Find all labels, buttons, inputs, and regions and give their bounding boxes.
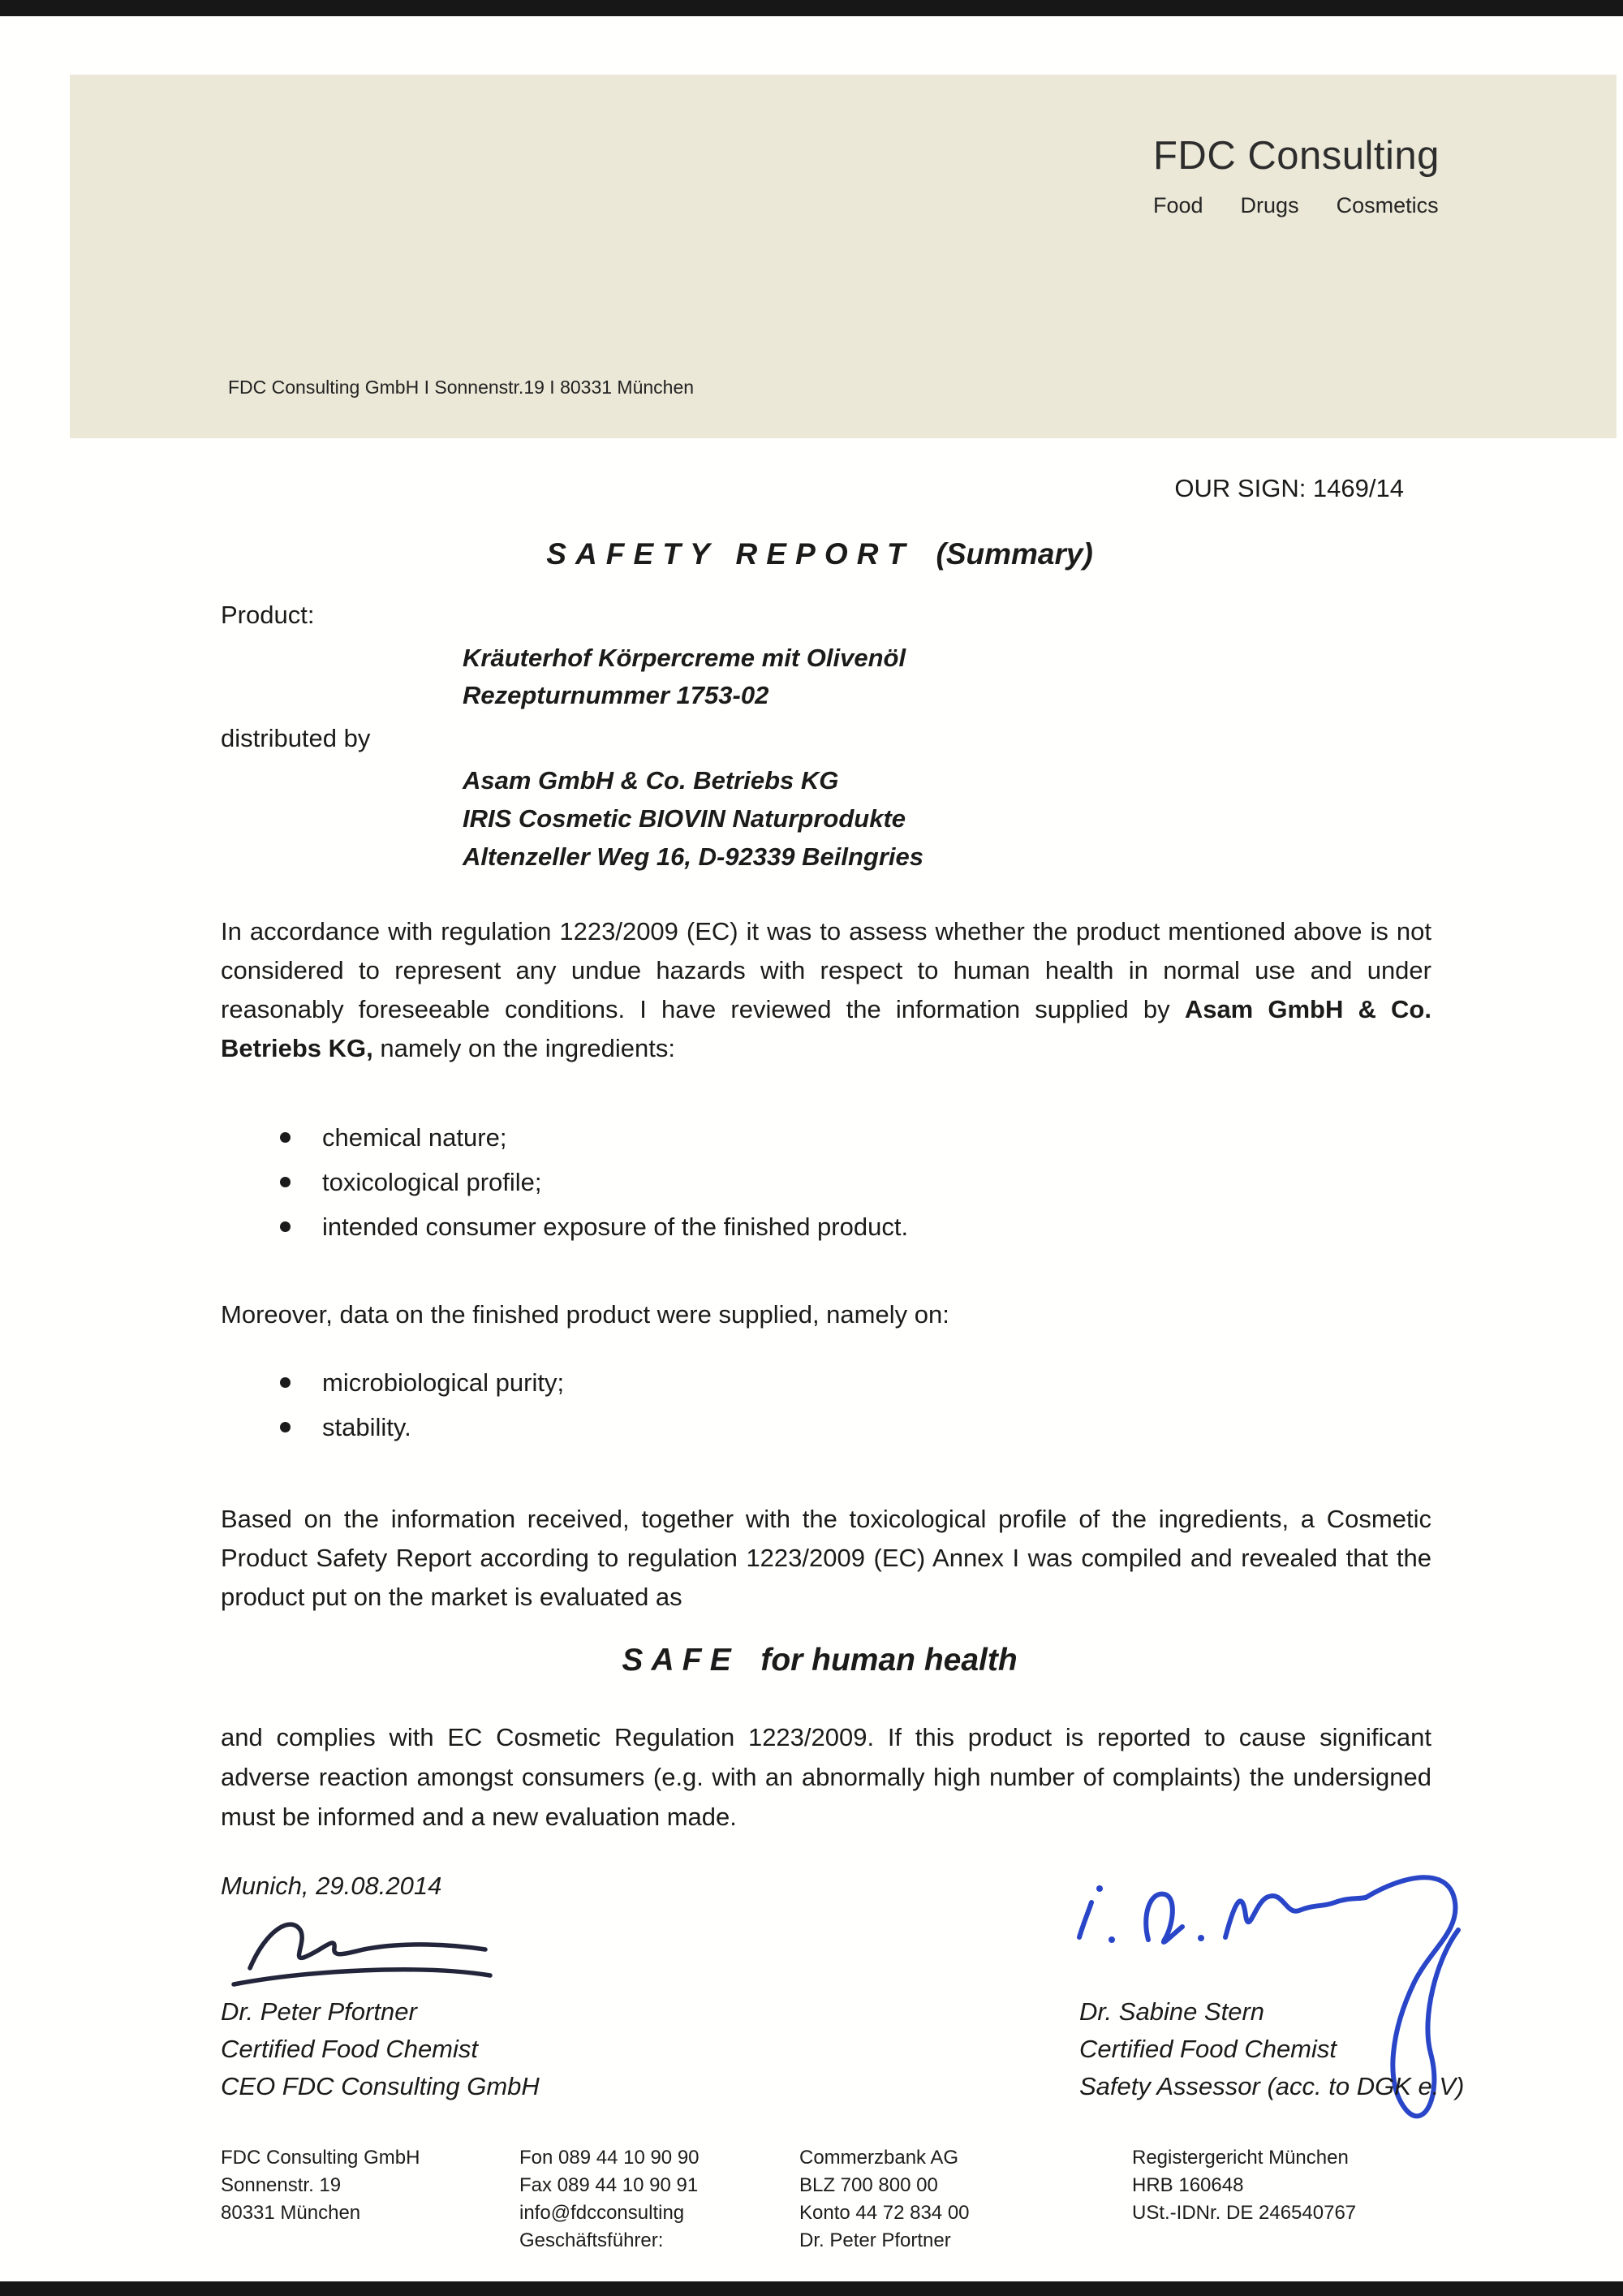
signatory-left-role1: Certified Food Chemist xyxy=(221,2035,479,2063)
footer-line: USt.-IDNr. DE 246540767 xyxy=(1132,2202,1357,2224)
bullet-microbiological-purity: microbiological purity; xyxy=(322,1360,564,1405)
letterhead-address-line: FDC Consulting GmbH I Sonnenstr.19 I 80331 München xyxy=(228,377,695,398)
letterhead xyxy=(70,75,1617,438)
finished-product-bullet-list xyxy=(322,1360,564,1450)
product-recipe-number: Rezepturnummer 1753-02 xyxy=(463,681,769,709)
report-title xyxy=(207,537,1432,571)
bullet-consumer-exposure: intended consumer exposure of the finished product. xyxy=(322,1204,908,1249)
bullet-chemical-nature: chemical nature; xyxy=(322,1115,908,1160)
distributor-details xyxy=(463,761,923,876)
reference-number: OUR SIGN: 1469/14 xyxy=(1174,474,1404,502)
safety-verdict xyxy=(207,1643,1432,1678)
signatory-left-role2: CEO FDC Consulting GmbH xyxy=(221,2072,540,2100)
distributed-by-label: distributed by xyxy=(221,724,371,752)
footer-column-address xyxy=(221,2144,420,2227)
company-name: FDC Consulting xyxy=(1153,134,1440,178)
footer-line: Commerzbank AG xyxy=(799,2147,959,2169)
distributor-name: Asam GmbH & Co. Betriebs KG xyxy=(463,766,839,795)
distributor-address: Altenzeller Weg 16, D-92339 Beilngries xyxy=(463,842,923,871)
signatory-left-name: Dr. Peter Pfortner xyxy=(221,1997,417,2026)
footer-line: info@fdcconsulting xyxy=(519,2202,685,2224)
report-title-suffix: (Summary) xyxy=(936,537,1093,571)
report-title-main: SAFETY REPORT xyxy=(546,537,915,571)
ingredients-bullet-list xyxy=(322,1115,908,1249)
product-name: Kräuterhof Körpercreme mit Olivenöl xyxy=(463,644,906,672)
safety-verdict-rest: for human health xyxy=(760,1643,1018,1678)
product-label: Product: xyxy=(221,601,315,629)
signatory-right-name: Dr. Sabine Stern xyxy=(1079,1997,1265,2026)
footer-line: 80331 München xyxy=(221,2202,361,2224)
company-tagline xyxy=(1153,193,1440,218)
footer-line: Dr. Peter Pfortner xyxy=(799,2229,951,2251)
compliance-paragraph: and complies with EC Cosmetic Regulation 1223/2009. If this product is reported to cause significant adverse reaction amongst consumers (e.g. with an abnormally high number of complaints) the undersigned must be informed and a new evaluation made. xyxy=(221,1723,1431,1831)
safety-verdict-safe: SAFE xyxy=(622,1643,739,1678)
footer-line: Registergericht München xyxy=(1132,2147,1349,2169)
bullet-toxicological-profile: toxicological profile; xyxy=(322,1160,908,1204)
intro-paragraph-pre: In accordance with regulation 1223/2009 (EC) it was to assess whether the product mentioned above is not considered to represent any undue hazards with respect to human health in normal use and under reasonably foreseeable conditions. I have reviewed the information supplied by xyxy=(221,917,1431,1023)
product-details xyxy=(463,640,906,714)
intro-paragraph xyxy=(221,912,1431,1068)
signatory-right xyxy=(1079,1993,1464,2105)
moreover-paragraph: Moreover, data on the finished product were supplied, namely on: xyxy=(221,1300,949,1329)
place-date-line: Munich, 29.08.2014 xyxy=(221,1872,442,1900)
tagline-word-cosmetics: Cosmetics xyxy=(1336,193,1439,218)
footer-line: Geschäftsführer: xyxy=(519,2229,664,2251)
intro-paragraph-company: Asam GmbH & Co. Betriebs KG, xyxy=(221,995,1431,1062)
footer-column-bank xyxy=(799,2144,970,2255)
signatory-right-role2: Safety Assessor (acc. to DGK e.V) xyxy=(1079,2072,1465,2100)
top-scan-bar xyxy=(0,0,1623,16)
footer-line: Sonnenstr. 19 xyxy=(221,2174,342,2196)
footer-line: Fon 089 44 10 90 90 xyxy=(519,2147,700,2169)
footer-column-registry xyxy=(1132,2144,1356,2227)
footer-column-contact xyxy=(519,2144,700,2255)
distributor-brand: IRIS Cosmetic BIOVIN Naturprodukte xyxy=(463,804,906,833)
footer-line: BLZ 700 800 00 xyxy=(799,2174,938,2196)
tagline-word-drugs: Drugs xyxy=(1240,193,1299,218)
company-block xyxy=(1153,133,1440,218)
footer-line: Fax 089 44 10 90 91 xyxy=(519,2174,699,2196)
bullet-stability: stability. xyxy=(322,1405,564,1450)
tagline-word-food: Food xyxy=(1153,193,1203,218)
conclusion-paragraph: Based on the information received, together with the toxicological profile of the ingredients, a Cosmetic Product Safety Report according to regulation 1223/2009 (EC) Annex I was compiled and revealed that the product put on the market is evaluated as xyxy=(221,1505,1431,1611)
footer-line: HRB 160648 xyxy=(1132,2174,1244,2196)
footer-line: FDC Consulting GmbH xyxy=(221,2147,420,2169)
signatory-left xyxy=(221,1993,540,2105)
intro-paragraph-post: namely on the ingredients: xyxy=(372,1034,676,1062)
signatory-right-role1: Certified Food Chemist xyxy=(1079,2035,1337,2063)
footer-line: Konto 44 72 834 00 xyxy=(799,2202,970,2224)
bottom-scan-bar xyxy=(0,2281,1623,2296)
peter-pfortner-signature xyxy=(226,1907,493,1997)
